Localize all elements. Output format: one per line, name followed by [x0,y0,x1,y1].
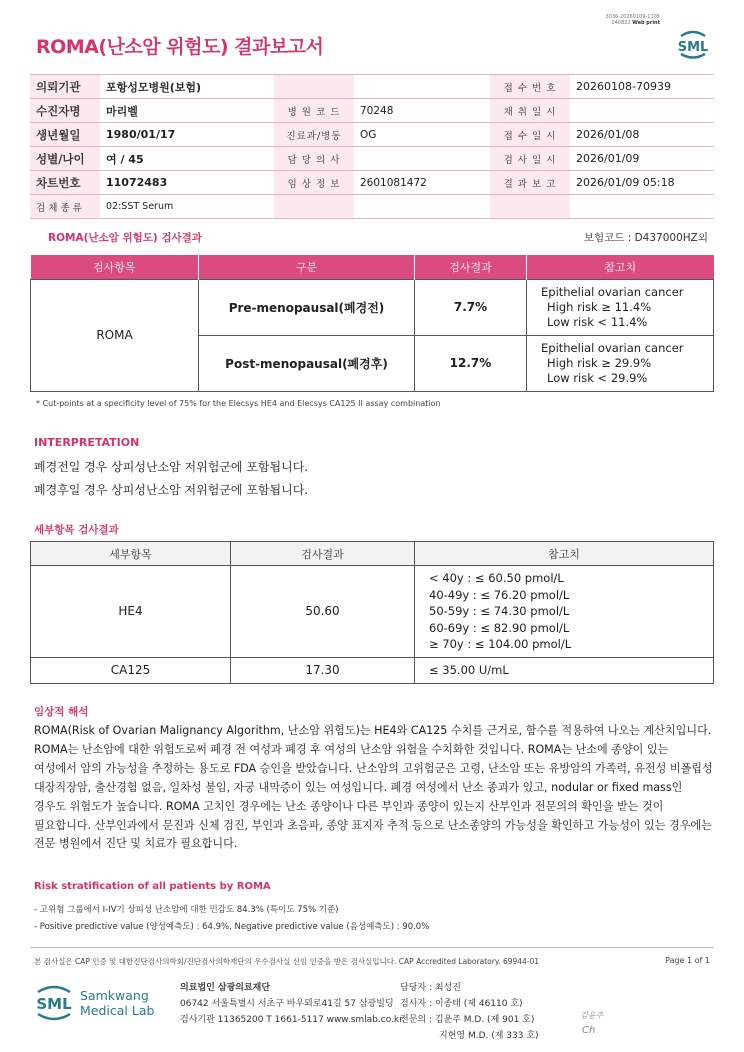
staff-info [400,980,539,1044]
info-label: 차트번호 [30,171,100,195]
info-row [30,195,714,219]
info-value [570,99,714,123]
table-row [31,566,714,658]
web-print-label: Web print [632,20,660,26]
reference-line: Epithelial ovarian cancer [541,340,684,355]
info-value: 70248 [354,99,490,123]
clinical-line: 전문 병원에서 진단 및 치료가 필요합니다. [34,837,238,851]
insurance-code: 보험코드 : D437000HZ외 [583,232,708,244]
roma-section-title: ROMA(난소암 위험도) 검사결과 [48,232,202,244]
info-label: 접 수 일 시 [490,123,570,147]
column-header: 검사항목 [31,255,199,279]
column-header: 참고치 [415,542,714,566]
info-value: 포항성모병원(보험) [100,75,274,99]
interpretation-heading: INTERPRETATION [34,436,140,449]
page-number: Page 1 of 1 [665,956,710,965]
roma-result-table [30,255,714,392]
detail-item-cell: CA125 [31,657,231,683]
info-row [30,147,714,171]
column-header: 구분 [199,255,415,279]
staff-line: 지현영 M.D. (제 333 호) [439,1031,539,1041]
reference-line: High risk ≥ 11.4% [547,299,652,314]
info-label: 진료과/병동 [274,123,354,147]
reference-line: Low risk < 29.9% [547,370,648,385]
reference-line: < 40y : ≤ 60.50 pmol/L [429,571,564,585]
info-row [30,75,714,99]
reference-cell [527,279,714,335]
info-value [354,75,490,99]
info-label: 채 취 일 시 [490,99,570,123]
info-label [274,195,354,219]
info-value: 02:SST Serum [100,195,274,219]
info-row [30,171,714,195]
info-row [30,123,714,147]
reference-cell [415,657,714,683]
reference-line: High risk ≥ 29.9% [547,355,652,370]
clinical-line: 대장직장암, 출산경험 없음, 일차성 불임, 자궁 내막증이 있는 여성입니다. 폐경 여성에서 난소 종괴가 있고, nodular or fixed mass인 [34,780,683,794]
info-value [354,147,490,171]
info-value: 2026/01/09 05:18 [570,171,714,195]
info-label: 접 수 번 호 [490,75,570,99]
info-label: 임 상 정 보 [274,171,354,195]
column-header: 참고치 [527,255,714,279]
logo-name-line1: Samkwang [80,988,149,1003]
sml-logo-text: SML [677,40,709,55]
signature: Ch [582,1025,596,1036]
reference-line: Low risk < 11.4% [547,314,648,329]
staff-line: 전문의 : 김윤주 M.D. (제 901 호) [400,1015,535,1025]
reference-line: ≥ 70y : ≤ 104.00 pmol/L [429,637,572,652]
patient-info-table [30,74,714,219]
column-header: 검사결과 [415,255,527,279]
clinical-text [34,722,716,854]
info-label: 담 당 의 사 [274,147,354,171]
info-value: 여 / 45 [100,147,274,171]
info-label: 성별/나이 [30,147,100,171]
info-value: 11072483 [100,171,274,195]
signature: 김윤주 [580,1011,604,1020]
clinical-line: 필요합니다. 산부인과에서 문진과 신체 검진, 부인과 초음파, 종양 표지자 추적 등으로 난소종양의 가능성을 확인하고 가능성이 있는 경우에는 [34,818,712,832]
interpretation-line: 폐경전일 경우 상피성난소암 저위험군에 포함됩니다. [34,460,309,474]
organization-contact: 검사기관 11365200 T 1661-5117 www.smlab.co.kr [180,1015,403,1025]
info-value: 2601081472 [354,171,490,195]
organization-name: 의료법인 삼광의료재단 [180,983,271,993]
clinical-line: ROMA(Risk of Ovarian Malignancy Algorithm, 난소암 위험도)는 HE4와 CA125 수치를 근거로, 함수를 적용하여 나오는 계산치입니다. [34,724,712,737]
logo-name-line2: Medical Lab [80,1003,155,1018]
detail-result-cell: 17.30 [231,657,415,683]
info-label: 수진자명 [30,99,100,123]
info-value: 마리벨 [100,99,274,123]
detail-section-title: 세부항목 검사결과 [34,524,119,536]
table-row [31,279,714,335]
document-code [605,14,660,26]
category-cell: Post-menopausal(폐경후) [199,335,415,391]
test-item-cell: ROMA [31,279,199,391]
info-label [490,195,570,219]
info-value: 1980/01/17 [100,123,274,147]
reference-line: Epithelial ovarian cancer [541,284,684,299]
info-value [354,195,490,219]
interpretation-line: 폐경후일 경우 상피성난소암 저위험군에 포함됩니다. [34,483,309,497]
document-code-line1: 3036-20260109-1105 [605,14,660,20]
certification-note: 본 검사실은 CAP 인증 및 대한진단검사의학회/진단검사의학재단의 우수검사실 신임 인증을 받은 검사실입니다. CAP Accredited Laboratory. 69944-01 [34,957,540,966]
column-header: 검사결과 [231,542,415,566]
clinical-line: ROMA는 난소암에 대한 위험도로써 폐경 전 여성과 폐경 후 여성의 난소암 위험을 수치화한 것입니다. ROMA는 난소에 종양이 있는 [34,742,669,756]
result-cell: 7.7% [415,279,527,335]
info-label [274,75,354,99]
info-value: OG [354,123,490,147]
result-cell: 12.7% [415,335,527,391]
info-label: 의뢰기관 [30,75,100,99]
staff-line: 검사자 : 이종태 (제 46110 호) [400,999,523,1009]
table-row [31,657,714,683]
info-value: 20260108-70939 [570,75,714,99]
reference-line: 50-59y : ≤ 74.30 pmol/L [429,604,570,619]
divider [30,947,714,948]
sml-logo-icon [673,26,713,62]
document-code-line2: 040822 [611,20,631,26]
info-label: 생년월일 [30,123,100,147]
clinical-line: 여성에서 암의 가능성을 추정하는 용도로 FDA 승인을 받았습니다. 난소암의 고위험군은 고령, 난소암 또는 유방암의 가족력, 유전성 비폴립성 [34,761,713,775]
info-label: 병 원 코 드 [274,99,354,123]
info-label: 검 사 일 시 [490,147,570,171]
samkwang-logo-icon [36,982,160,1024]
clinical-heading: 임상적 해석 [34,706,89,718]
detail-result-cell: 50.60 [231,566,415,658]
risk-line: - 고위험 그룹에서 I-IV기 상피성 난소암에 대한 민감도 84.3% (특이도 75% 기준) [34,905,339,915]
reference-line: 40-49y : ≤ 76.20 pmol/L [429,587,570,602]
clinical-line: 경우도 위험도가 높습니다. ROMA 고치인 경우에는 난소 종양이나 다른 부인과 종양이 있는지 산부인과 전문의의 확인을 받는 것이 [34,799,664,813]
reference-line: ≤ 35.00 U/mL [429,663,509,678]
staff-line: 담당자 : 최성진 [400,983,461,993]
sml-logo-text: SML [36,995,72,1013]
organization-address: 06742 서울특별시 서초구 바우뫼로41길 57 삼광빌딩 [180,999,394,1009]
info-value [570,195,714,219]
reference-cell [527,335,714,391]
info-value: 2026/01/09 [570,147,714,171]
detail-item-cell: HE4 [31,566,231,658]
info-label: 검 체 종 류 [30,195,100,219]
page-title: ROMA(난소암 위험도) 결과보고서 [36,36,324,58]
reference-line: 60-69y : ≤ 82.90 pmol/L [429,620,570,635]
column-header: 세부항목 [31,542,231,566]
organization-info [180,980,403,1028]
cutpoint-footnote: * Cut-points at a specificity level of 75% for the Elecsys HE4 and Elecsys CA125 II assay combination [36,399,441,408]
info-value: 2026/01/08 [570,123,714,147]
reference-cell [415,566,714,658]
info-label: 결 과 보 고 [490,171,570,195]
category-cell: Pre-menopausal(폐경전) [199,279,415,335]
info-row [30,99,714,123]
detail-result-table [30,541,714,684]
risk-heading: Risk stratification of all patients by ROMA [34,881,271,892]
risk-line: - Positive predictive value (양성예측도) : 64.9%, Negative predictive value (음성예측도) : 90.0% [34,922,430,932]
